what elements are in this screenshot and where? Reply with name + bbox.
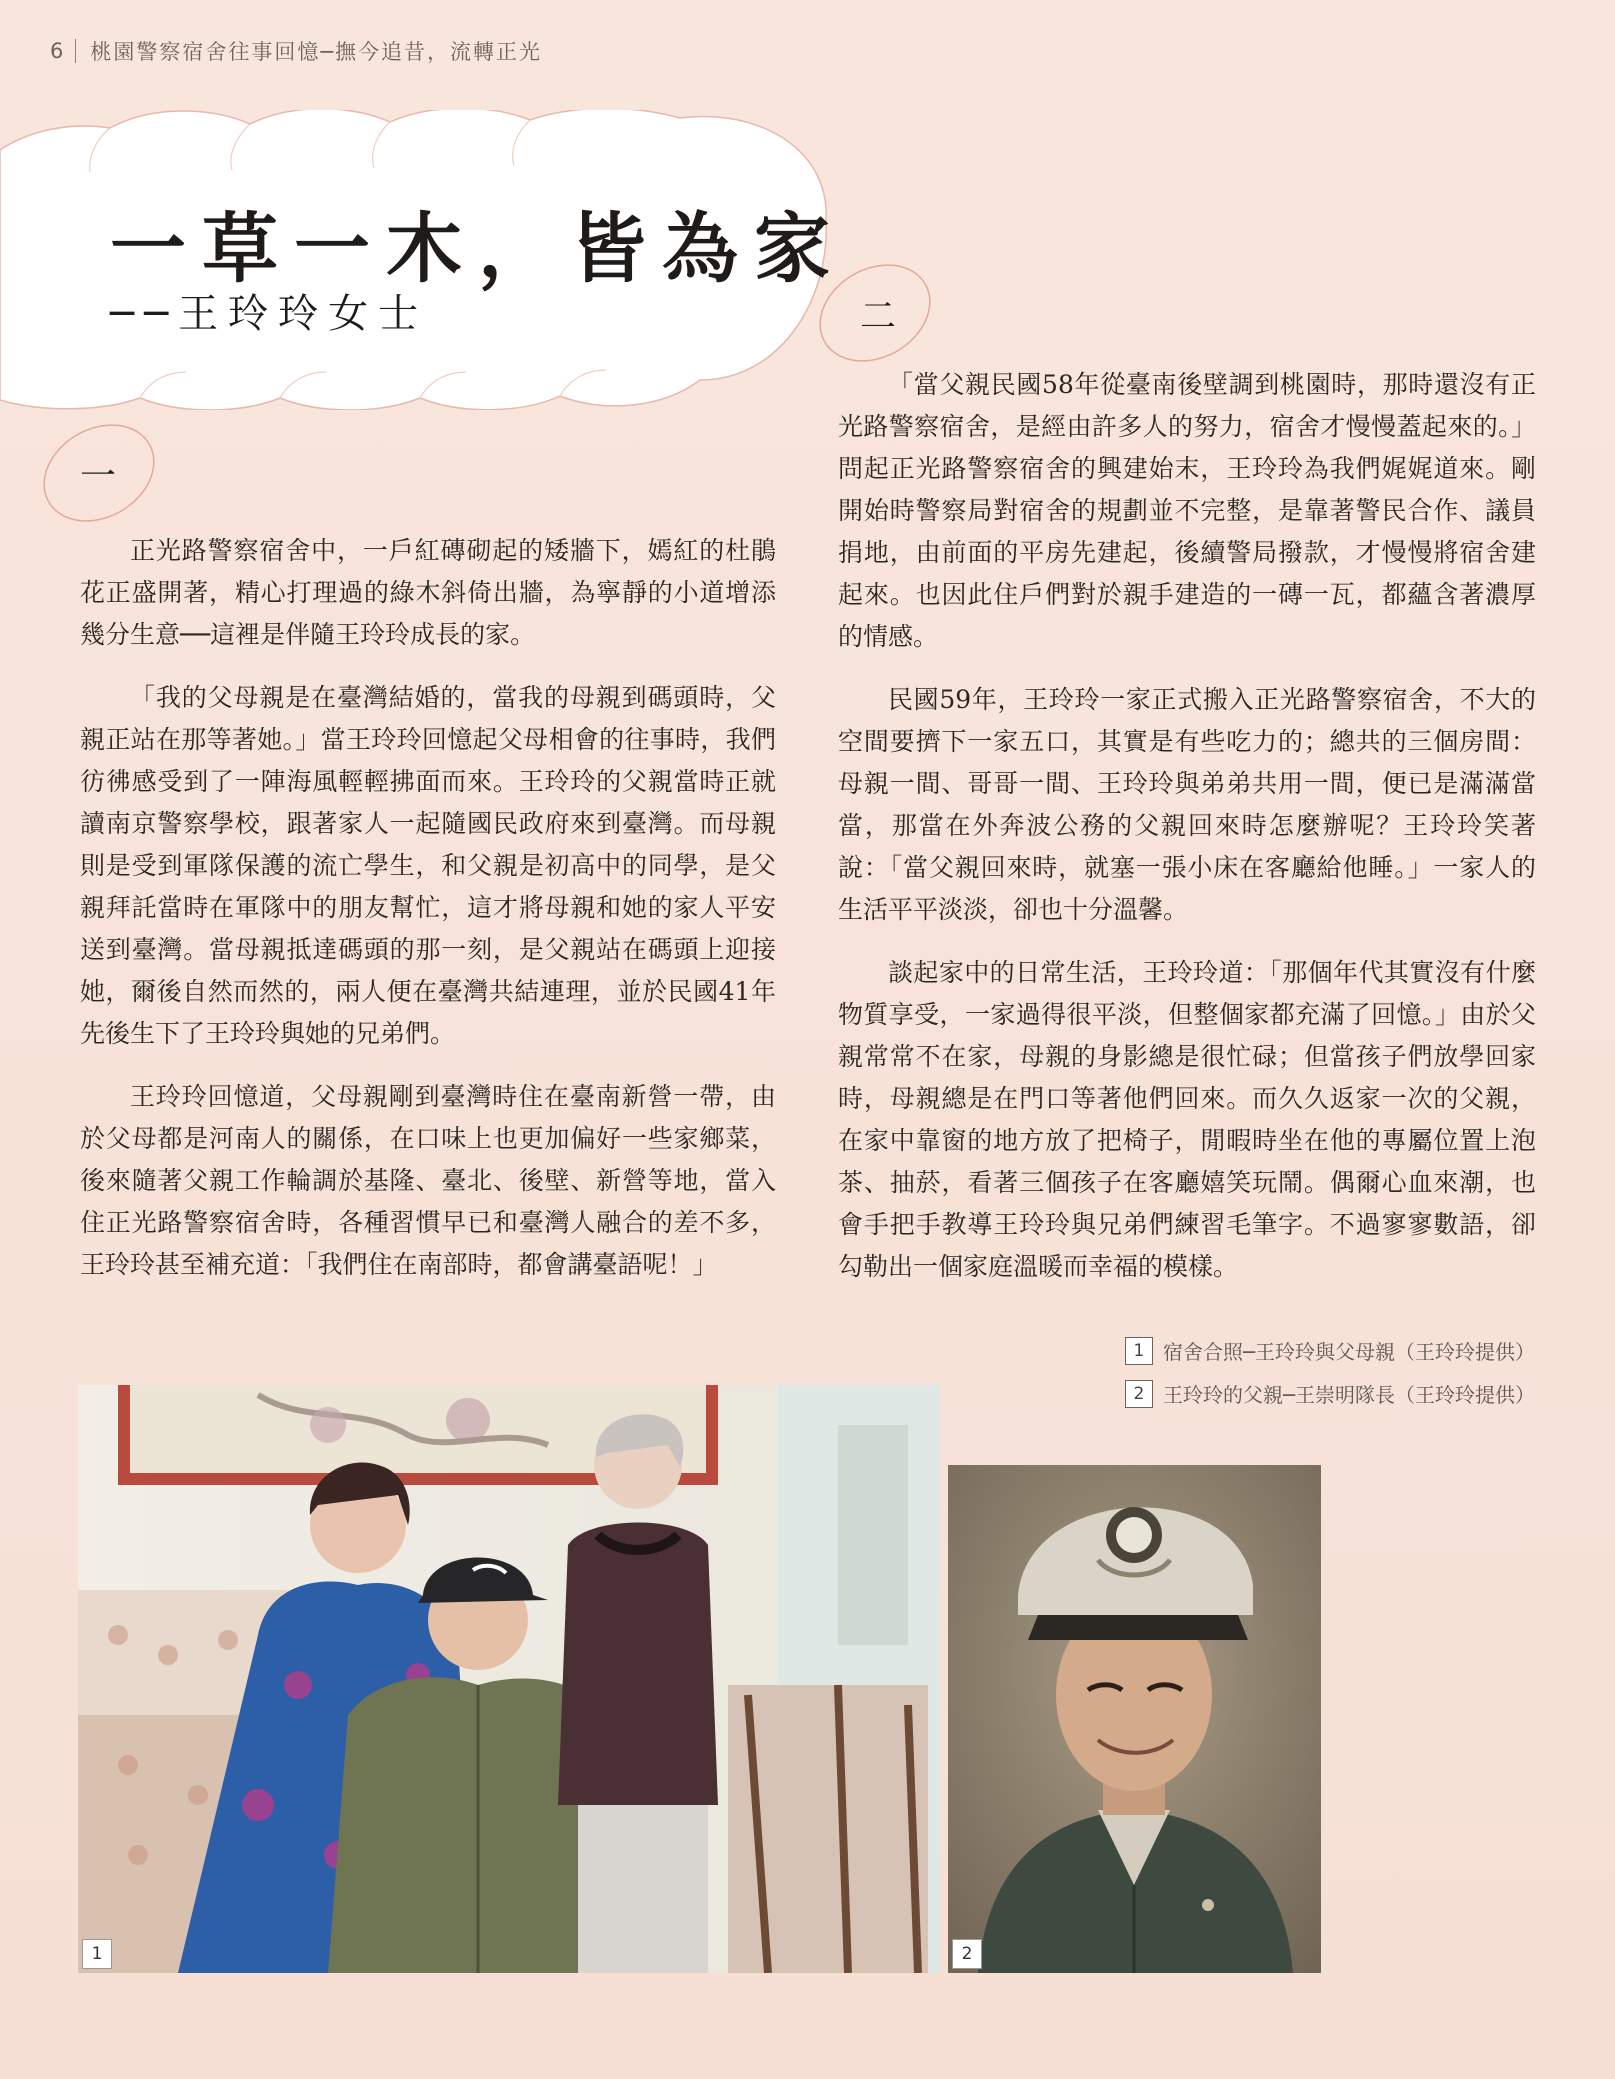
caption-2-text: 王玲玲的父親─王崇明隊長（王玲玲提供） — [1162, 1383, 1535, 1407]
running-title: 桃園警察宿舍往事回憶─撫今追昔，流轉正光 — [90, 40, 543, 64]
paragraph: 談起家中的日常生活，王玲玲道：「那個年代其實沒有什麼物質享受，一家過得很平淡，但整個家都充滿了回憶。」由於父親常常不在家，母親的身影總是很忙碌；但當孩子們放學回家時，母親總是在門口等著他們回來。而久久返家一次的父親，在家中靠窗的地方放了把椅子，閒暇時坐在他的專屬位置上泡茶、抽菸，看著三個孩子在客廳嬉笑玩鬧。偶爾心血來潮，也會手把手教導王玲玲與兄弟們練習毛筆字。不過寥寥數語，卻勾勒出一個家庭溫暖而幸福的模樣。 — [838, 958, 1536, 1281]
family-photo-illustration — [78, 1385, 940, 1973]
photo-1-number: 1 — [82, 1939, 112, 1969]
paragraph: 「當父親民國58年從臺南後壁調到桃園時，那時還沒有正光路警察宿舍，是經由許多人的努力，宿舍才慢慢蓋起來的。」問起正光路警察宿舍的興建始末，王玲玲為我們娓娓道來。剛開始時警察局對宿舍的規劃並不完整，是靠著警民合作、議員捐地，由前面的平房先建起，後續警局撥款，才慢慢將宿舍建起來。也因此住戶們對於親手建造的一磚一瓦，都蘊含著濃厚的情感。 — [838, 370, 1536, 651]
right-column — [838, 364, 1536, 1309]
portrait-photo — [948, 1465, 1321, 1973]
paragraph: 王玲玲回憶道，父母親剛到臺灣時住在臺南新營一帶，由於父母都是河南人的關係，在口味上也更加偏好一些家鄉菜，後來隨著父親工作輪調於基隆、臺北、後壁、新營等地，當入住正光路警察宿舍時，各種習慣早已和臺灣人融合的差不多，王玲玲甚至補充道：「我們住在南部時，都會講臺語呢！」 — [80, 1082, 776, 1279]
page-number: 6 — [50, 39, 66, 63]
paragraph: 民國59年，王玲玲一家正式搬入正光路警察宿舍，不大的空間要擠下一家五口，其實是有些吃力的；總共的三個房間：母親一間、哥哥一間、王玲玲與弟弟共用一間，便已是滿滿當當，那當在外奔波公務的父親回來時怎麼辦呢？王玲玲笑著說：「當父親回來時，就塞一張小床在客廳給他睡。」一家人的生活平平淡淡，卻也十分溫馨。 — [838, 685, 1536, 924]
photo-captions — [1125, 1336, 1535, 1422]
article-subtitle: ──王玲玲女士 — [110, 291, 429, 337]
caption-1-number: 1 — [1125, 1337, 1153, 1365]
section-1-label: 一 — [80, 455, 117, 497]
paragraph: 「我的父母親是在臺灣結婚的，當我的母親到碼頭時，父親正站在那等著她。」當王玲玲回憶起父母相會的往事時，我們彷彿感受到了一陣海風輕輕拂面而來。王玲玲的父親當時正就讀南京警察學校，跟著家人一起隨國民政府來到臺灣。而母親則是受到軍隊保護的流亡學生，和父親是初高中的同學，是父親拜託當時在軍隊中的朋友幫忙，這才將母親和她的家人平安送到臺灣。當母親抵達碼頭的那一刻，是父親站在碼頭上迎接她，爾後自然而然的，兩人便在臺灣共結連理，並於民國41年先後生下了王玲玲與她的兄弟們。 — [80, 683, 776, 1048]
portrait-photo-illustration — [948, 1465, 1321, 1973]
article-title: 一草一木，皆為家 — [110, 204, 846, 293]
caption-2-number: 2 — [1125, 1380, 1153, 1408]
header-divider — [75, 39, 76, 63]
section-2-label: 二 — [860, 295, 897, 337]
caption-1-text: 宿舍合照─王玲玲與父母親（王玲玲提供） — [1162, 1340, 1535, 1364]
section-2-marker — [810, 258, 940, 368]
paragraph: 正光路警察宿舍中，一戶紅磚砌起的矮牆下，嫣紅的杜鵑花正盛開著，精心打理過的綠木斜倚出牆，為寧靜的小道增添幾分生意──這裡是伴隨王玲玲成長的家。 — [80, 536, 776, 649]
section-1-marker — [34, 418, 164, 528]
family-photo — [78, 1385, 940, 1973]
caption-2 — [1125, 1379, 1535, 1408]
running-header — [50, 36, 542, 66]
caption-1 — [1125, 1336, 1535, 1365]
photo-2-number: 2 — [952, 1939, 982, 1969]
left-column — [80, 530, 776, 1307]
